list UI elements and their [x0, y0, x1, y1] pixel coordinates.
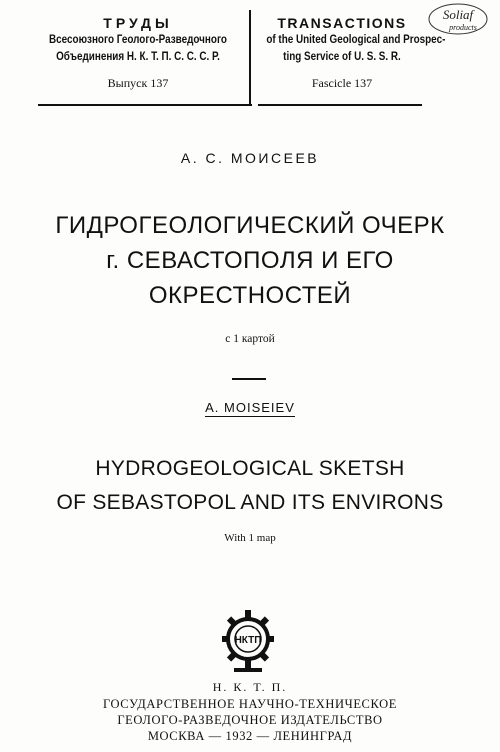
author-en — [0, 400, 500, 415]
header-rule-right — [258, 104, 422, 106]
section-divider — [232, 378, 266, 380]
issue-number-en: Fascicle 137 — [311, 76, 373, 90]
publisher-line-1: ГОСУДАРСТВЕННОЕ НАУЧНО-ТЕХНИЧЕСКОЕ — [103, 697, 397, 711]
series-subtitle-en-1: of the United Geological and Prospec- — [266, 34, 446, 46]
map-note-en: With 1 map — [224, 532, 276, 544]
title-ru-line-1: ГИДРОГЕОЛОГИЧЕСКИЙ ОЧЕРК — [55, 212, 445, 239]
publisher-line-2: ГЕОЛОГО-РАЗВЕДОЧНОЕ ИЗДАТЕЛЬСТВО — [117, 713, 383, 727]
issue-number-ru: Выпуск 137 — [107, 76, 169, 90]
title-en-line-2: OF SEBASTOPOL AND ITS ENVIRONS — [56, 491, 444, 514]
watermark-word-2: products — [449, 23, 477, 32]
series-title-en: TRANSACTIONS — [277, 15, 407, 31]
gear-emblem-icon — [218, 608, 278, 674]
title-en — [0, 452, 500, 520]
series-header-english — [254, 14, 446, 91]
title-ru — [0, 208, 500, 313]
series-header-russian — [30, 14, 246, 91]
publisher-line-3: МОСКВА — 1932 — ЛЕНИНГРАД — [147, 729, 353, 743]
title-ru-line-2: г. СЕВАСТОПОЛЯ И ЕГО — [106, 247, 394, 274]
header-divider — [249, 10, 251, 106]
soliaf-logo-icon — [427, 2, 489, 36]
map-note-ru: с 1 картой — [225, 333, 275, 345]
emblem-text: НКТП — [234, 635, 262, 646]
watermark-word-1: Soliaf — [442, 7, 474, 22]
title-ru-line-3: ОКРЕСТНОСТЕЙ — [148, 282, 352, 309]
series-title-ru: ТРУДЫ — [103, 15, 173, 31]
author-ru: А. С. МОИСЕЕВ — [180, 150, 320, 166]
header-rule-left — [38, 104, 252, 106]
series-subtitle-ru-1: Всесоюзного Геолого-Разведочного — [49, 34, 227, 46]
publisher-abbr: Н. К. Т. П. — [212, 680, 288, 694]
series-subtitle-ru-2: Объединения Н. К. Т. П. С. С. С. Р. — [56, 51, 220, 63]
author-en-text: A. MOISEIEV — [205, 400, 295, 415]
title-en-line-1: HYDROGEOLOGICAL SKETSH — [95, 457, 405, 480]
series-subtitle-en-2: ting Service of U. S. S. R. — [283, 51, 401, 63]
